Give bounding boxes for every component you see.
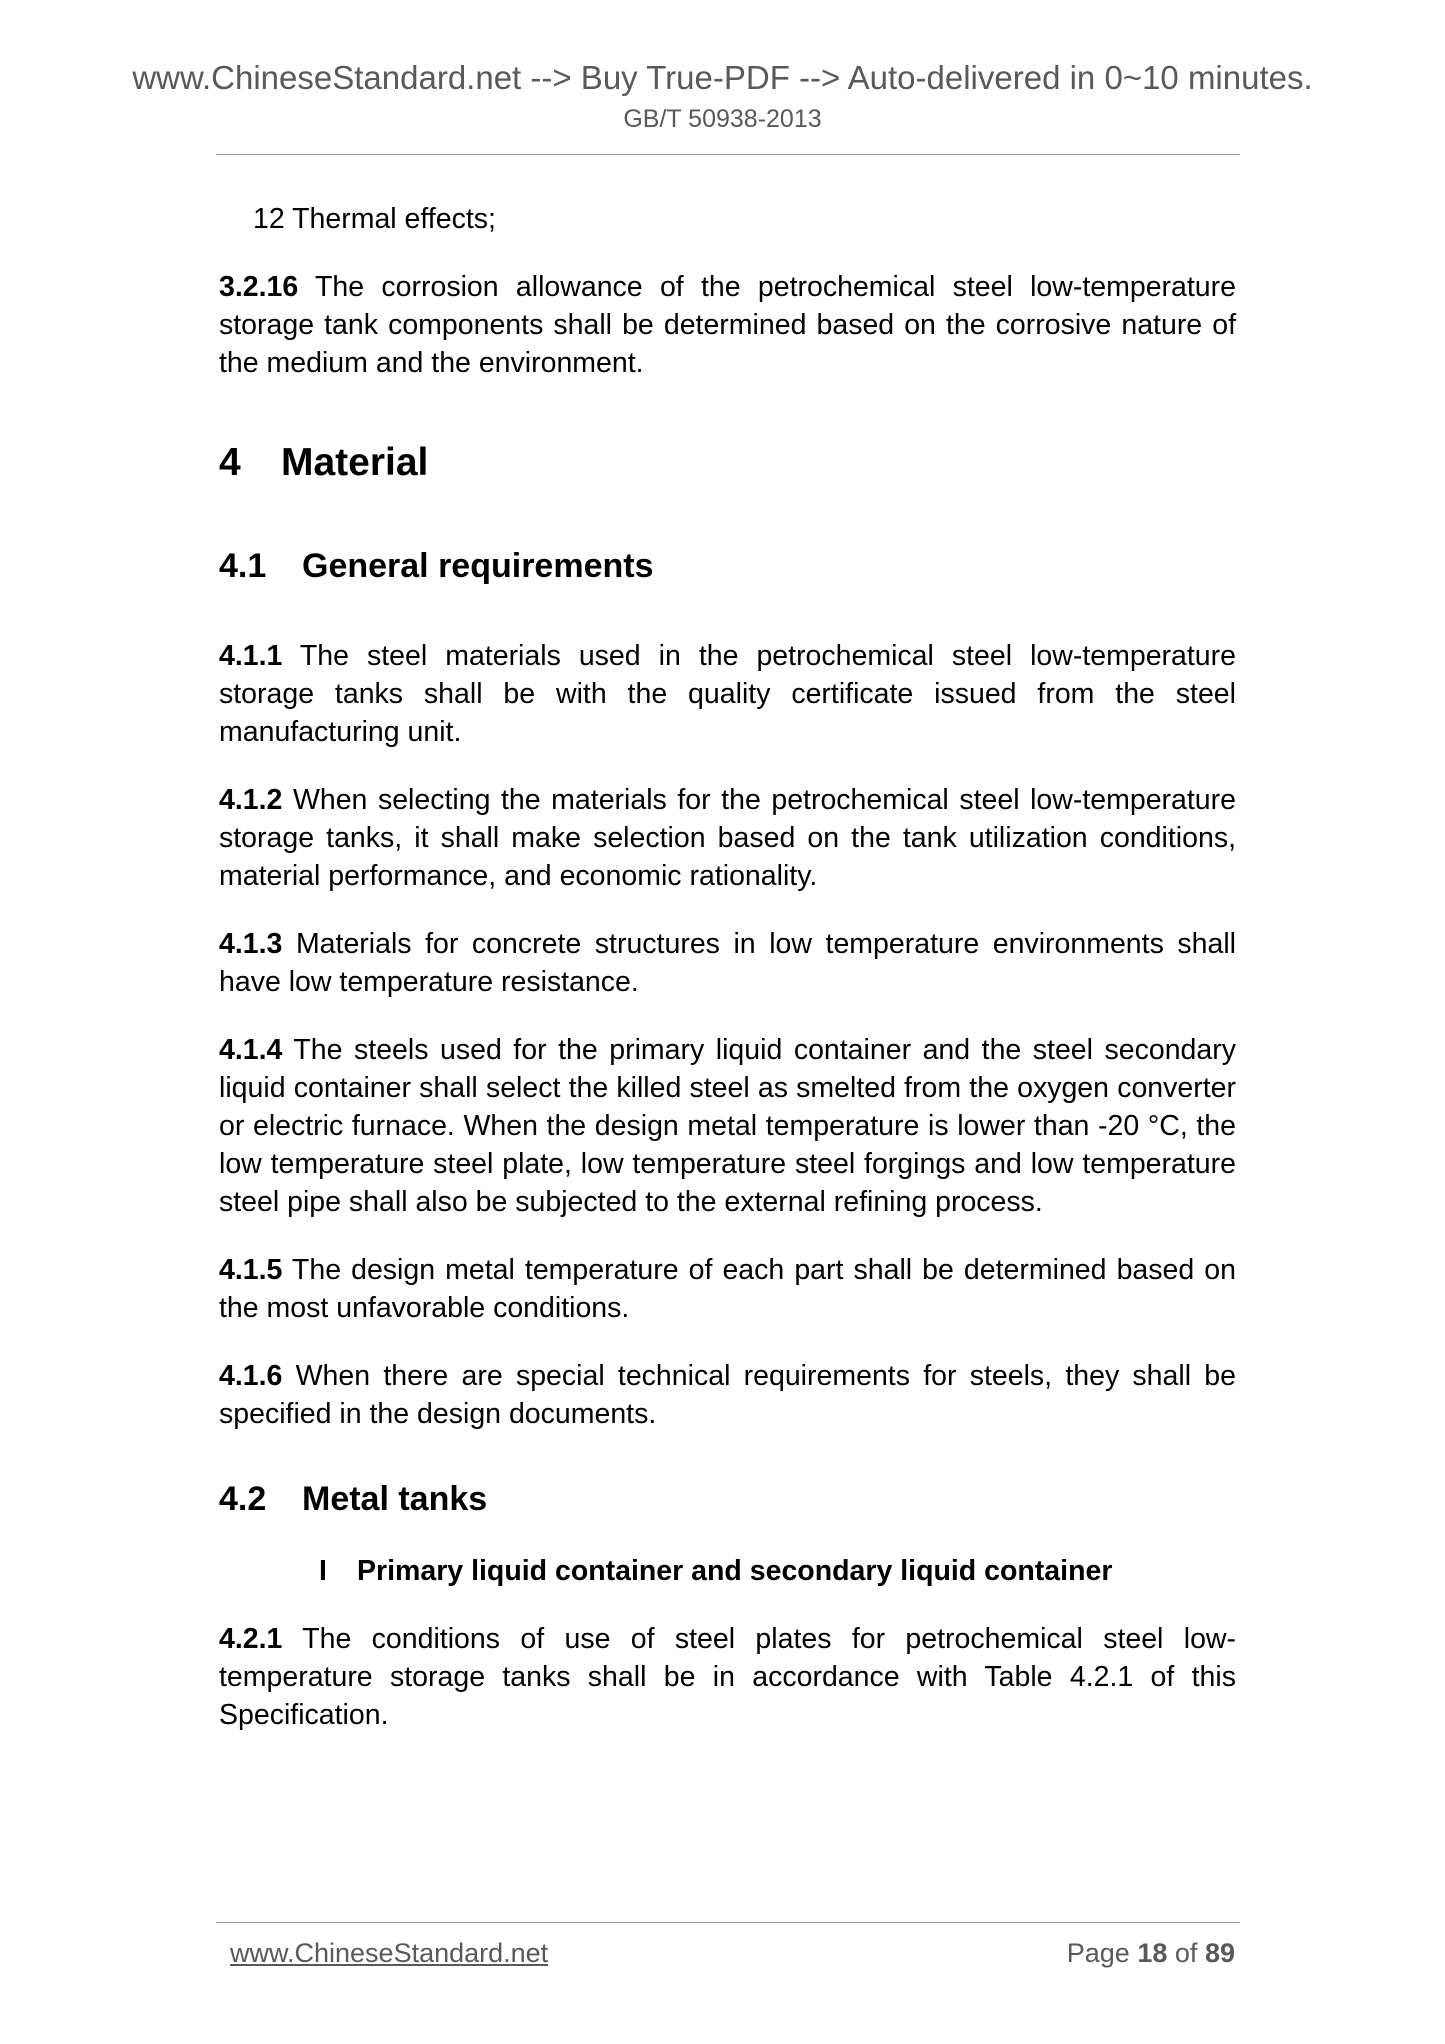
section-heading-4-2 bbox=[219, 1479, 1236, 1519]
clause-text: Materials for concrete structures in low temperature environments shall have low temperature resistance. bbox=[219, 928, 1236, 998]
clause-number: 4.1.5 bbox=[219, 1254, 283, 1286]
page-of: of bbox=[1174, 1938, 1198, 1968]
footer-divider bbox=[216, 1922, 1240, 1923]
clause-4-1-3 bbox=[219, 925, 1236, 1001]
clause-text: The steel materials used in the petrochemical steel low-temperature storage tanks shall be with the quality certificate issued from the steel manufacturing unit. bbox=[219, 640, 1236, 748]
clause-text: The conditions of use of steel plates for petrochemical steel low-temperature storage tanks shall be in accordance with Table 4.2.1 of this Specification. bbox=[219, 1623, 1236, 1731]
clause-4-1-4 bbox=[219, 1031, 1236, 1221]
clause-number: 3.2.16 bbox=[219, 271, 299, 303]
clause-text: When there are special technical requirements for steels, they shall be specified in the design documents. bbox=[219, 1360, 1236, 1430]
footer-site-link[interactable]: www.ChineseStandard.net bbox=[230, 1938, 549, 1968]
standard-code: GB/T 50938-2013 bbox=[623, 105, 822, 133]
subsection-title: Primary liquid container and secondary liquid container bbox=[357, 1555, 1113, 1587]
page-current: 18 bbox=[1137, 1938, 1168, 1968]
clause-number: 4.1.3 bbox=[219, 928, 283, 960]
document-body bbox=[219, 200, 1236, 1764]
clause-number: 4.1.6 bbox=[219, 1360, 283, 1392]
chapter-title: Material bbox=[281, 441, 429, 484]
page-total: 89 bbox=[1204, 1938, 1235, 1968]
clause-3-2-16 bbox=[219, 268, 1236, 382]
clause-number: 4.2.1 bbox=[219, 1623, 283, 1655]
clause-text: When selecting the materials for the petrochemical steel low-temperature storage tanks, it shall make selection based on the tank utilization conditions, material performance, and economic rationality. bbox=[219, 784, 1236, 892]
clause-4-1-2 bbox=[219, 781, 1236, 895]
clause-4-1-5 bbox=[219, 1251, 1236, 1327]
clause-number: 4.1.1 bbox=[219, 640, 283, 672]
chapter-heading-4 bbox=[219, 440, 1236, 486]
clause-number: 4.1.4 bbox=[219, 1034, 283, 1066]
clause-4-1-6 bbox=[219, 1357, 1236, 1433]
clause-4-1-1 bbox=[219, 637, 1236, 751]
clause-number: 4.1.2 bbox=[219, 784, 283, 816]
clause-text: The design metal temperature of each part shall be determined based on the most unfavorable conditions. bbox=[219, 1254, 1236, 1324]
section-title: Metal tanks bbox=[302, 1480, 488, 1518]
list-item-12: 12 Thermal effects; bbox=[253, 203, 496, 235]
clause-4-2-1 bbox=[219, 1620, 1236, 1734]
subsection-heading-I bbox=[319, 1552, 1236, 1590]
header-divider bbox=[216, 154, 1240, 155]
page-prefix: Page bbox=[1066, 1938, 1130, 1968]
section-title: General requirements bbox=[302, 547, 654, 585]
clause-text: The steels used for the primary liquid container and the steel secondary liquid container shall select the killed steel as smelted from the oxygen converter or electric furnace. When the design metal temperature is lower than -20 °C, the low temperature steel plate, low temperature steel forgings and low temperature steel pipe shall also be subjected to the external refining process. bbox=[219, 1034, 1236, 1218]
clause-text: The corrosion allowance of the petrochemical steel low-temperature storage tank components shall be determined based on the corrosive nature of the medium and the environment. bbox=[219, 271, 1236, 379]
chapter-number: 4 bbox=[219, 441, 241, 484]
subsection-number: I bbox=[319, 1555, 327, 1587]
section-number: 4.1 bbox=[219, 547, 267, 585]
page-indicator bbox=[1067, 1937, 1235, 1969]
header-banner: www.ChineseStandard.net --> Buy True-PDF --> Auto-delivered in 0~10 minutes. bbox=[132, 59, 1313, 96]
section-number: 4.2 bbox=[219, 1480, 267, 1518]
section-heading-4-1 bbox=[219, 546, 1236, 586]
